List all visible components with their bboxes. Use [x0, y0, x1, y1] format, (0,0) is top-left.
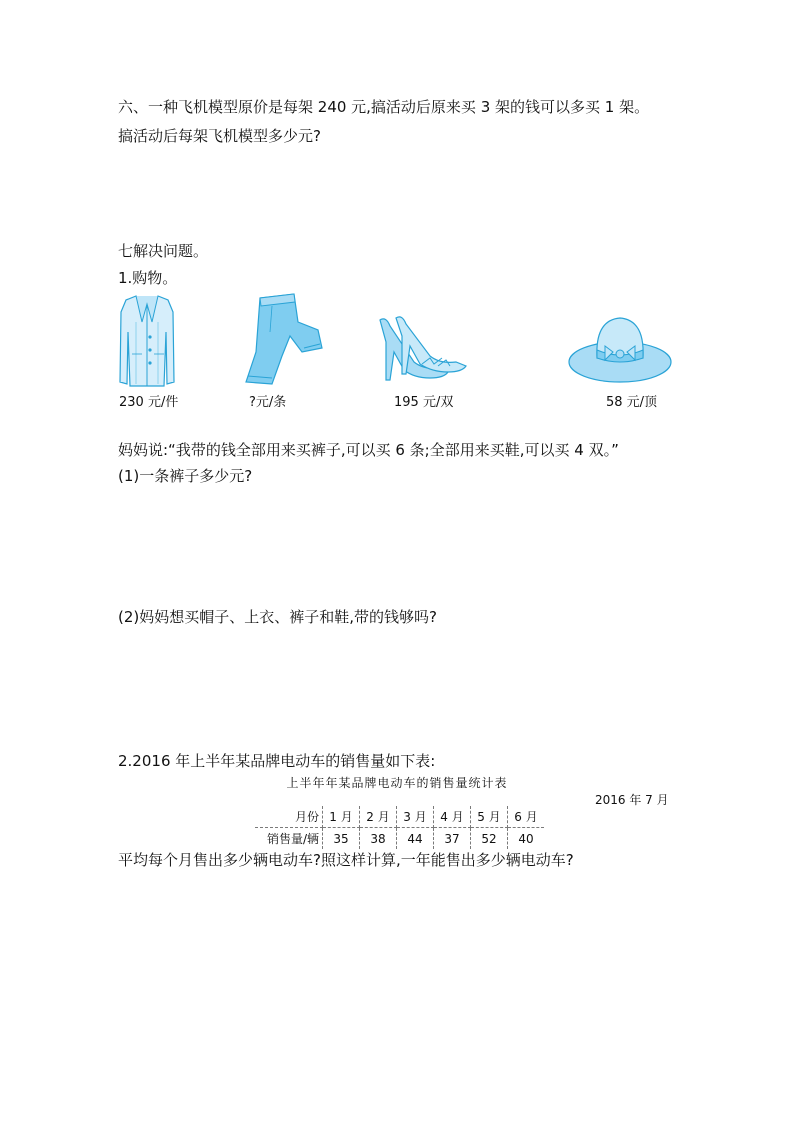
q2-question: 平均每个月售出多少辆电动车?照这样计算,一年能售出多少辆电动车?	[118, 851, 574, 869]
sales-cell: 44	[397, 828, 434, 850]
month-cell: 1 月	[323, 806, 360, 828]
hat-icon	[567, 314, 673, 384]
month-cell: 6 月	[508, 806, 545, 828]
jacket-icon	[118, 292, 176, 388]
q1-title: 1.购物。	[118, 269, 178, 287]
jacket-price: 230 元/件	[119, 395, 179, 410]
month-cell: 4 月	[434, 806, 471, 828]
q2-title: 2.2016 年上半年某品牌电动车的销售量如下表:	[118, 752, 436, 770]
month-cell: 5 月	[471, 806, 508, 828]
table-date: 2016 年 7 月	[595, 793, 669, 807]
mom-statement: 妈妈说:“我带的钱全部用来买裤子,可以买 6 条;全部用来买鞋,可以买 4 双。”	[118, 441, 619, 459]
hat-price: 58 元/顶	[606, 395, 658, 410]
q1-subquestion-2: (2)妈妈想买帽子、上衣、裤子和鞋,带的钱够吗?	[118, 608, 437, 626]
pants-icon	[242, 292, 324, 388]
q1-subquestion-1: (1)一条裤子多少元?	[118, 467, 253, 485]
sales-table	[255, 806, 544, 849]
table-row	[255, 828, 544, 850]
pants-price: ?元/条	[249, 395, 287, 410]
sales-cell: 37	[434, 828, 471, 850]
sales-cell: 40	[518, 831, 534, 846]
high-heels-icon	[374, 312, 470, 382]
month-cell: 2 月	[360, 806, 397, 828]
q6-question-line2: 搞活动后每架飞机模型多少元?	[118, 127, 321, 145]
table-title: 上半年年某品牌电动车的销售量统计表	[286, 776, 508, 790]
shoes-price: 195 元/双	[394, 395, 454, 410]
sales-cell: 38	[360, 828, 397, 850]
q6-question-line1: 六、一种飞机模型原价是每架 240 元,搞活动后原来买 3 架的钱可以多买 1 架。	[118, 98, 650, 116]
sales-cell: 52	[471, 828, 508, 850]
month-cell: 3 月	[397, 806, 434, 828]
section7-heading: 七解决问题。	[118, 242, 209, 260]
row-header-month: 月份	[255, 806, 323, 828]
row-header-sales: 销售量/辆	[255, 828, 323, 850]
table-row	[255, 806, 544, 828]
sales-cell: 35	[323, 828, 360, 850]
